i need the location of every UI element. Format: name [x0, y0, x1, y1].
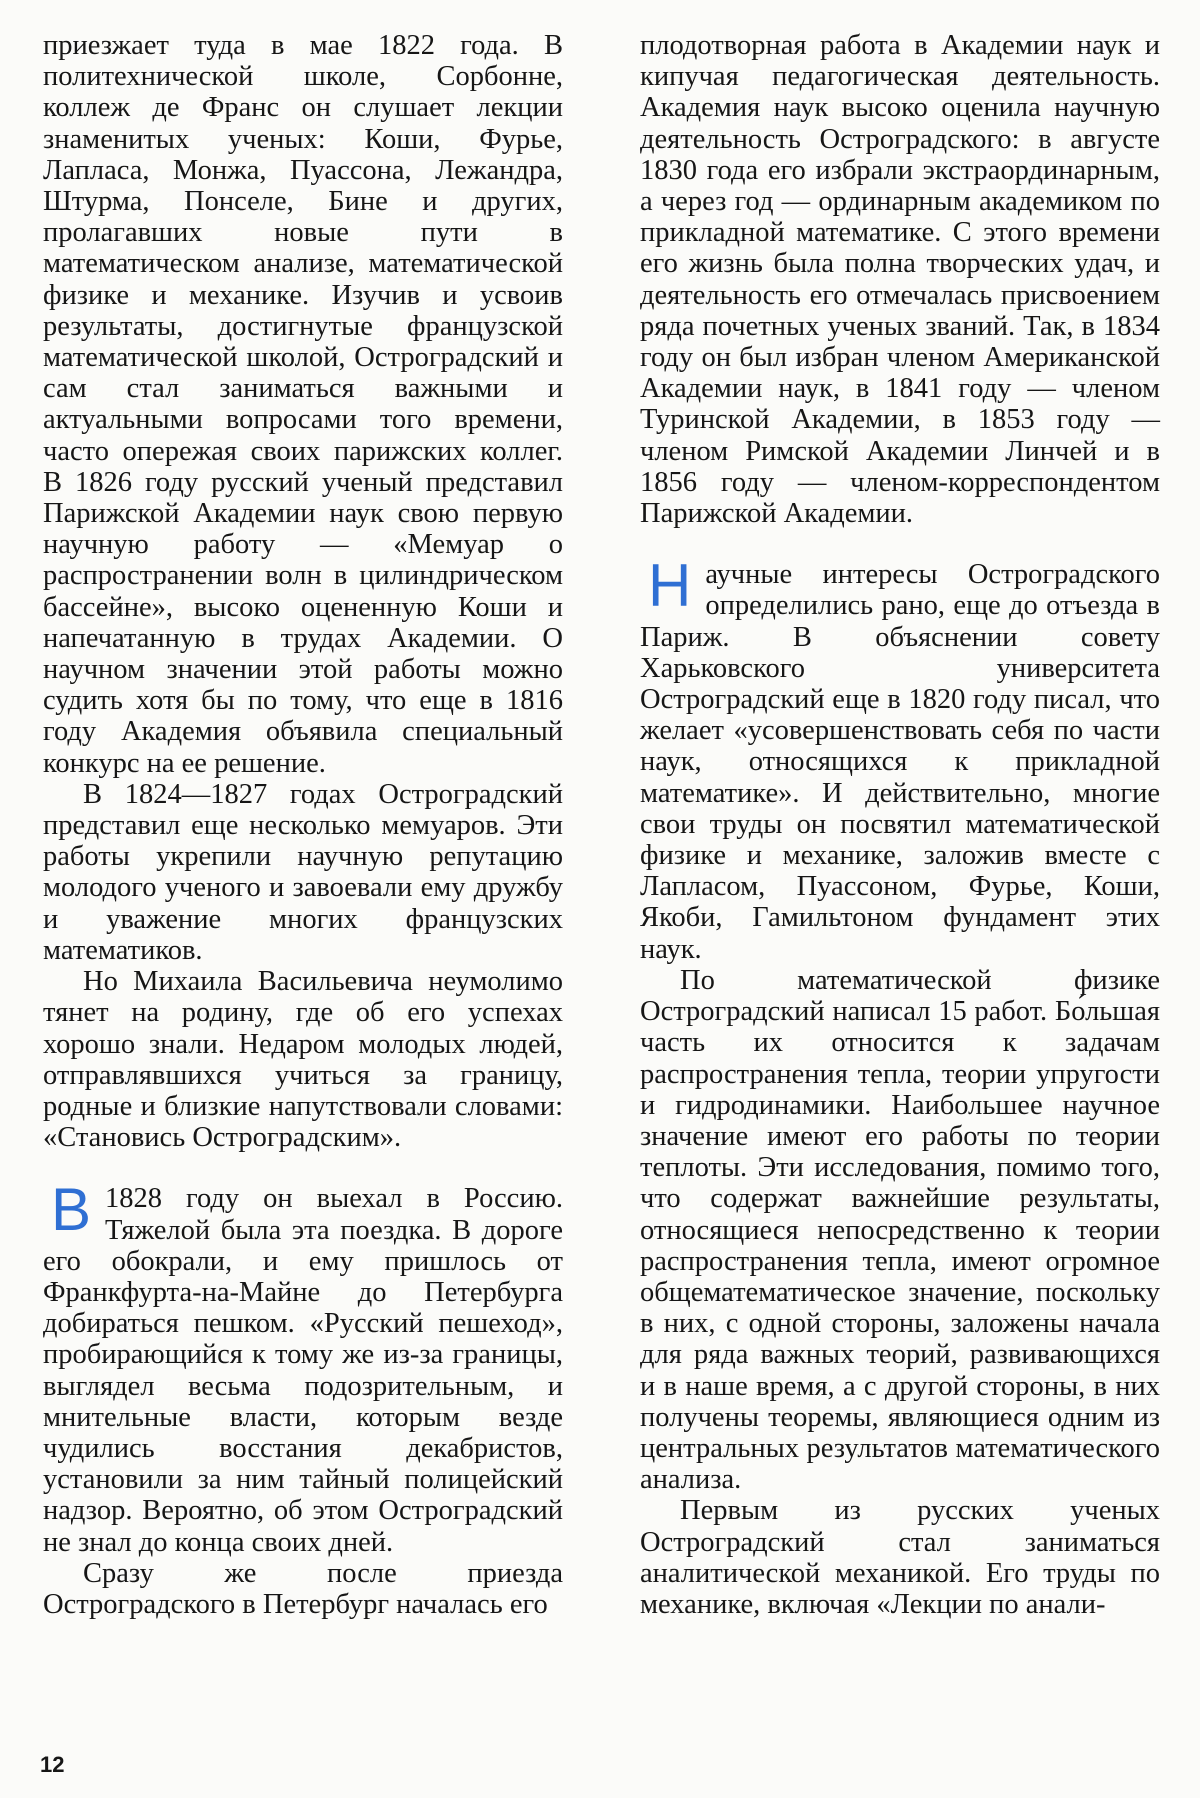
paragraph: плодотворная работа в Академии наук и кипучая педагогическая деятельность. Академия наук высоко оценила научную деятельность Остроградского: в августе 1830 года его избрали экстраординарным, а через год — ординарным академиком по прикладной математике. С этого времени его жизнь была полна творческих удач, и деятельность его отмечалась присвоением ряда почетных ученых званий. Так, в 1834 году он был избран членом Американской Академии наук, в 1841 году — членом Туринской Академии, в 1853 году — членом Римской Академии Линчей и в 1856 году — членом-корреспондентом Парижской Академии. [640, 30, 1160, 530]
section-paragraph [43, 1176, 563, 1558]
left-column [43, 30, 563, 1620]
paragraph-text: аучные интересы Остроградского определились рано, еще до отъезда в Париж. В объяснении совету Харьковского университета Остроградский еще в 1820 году писал, что желает «усовершенствовать себя по части наук, относящихся к прикладной математике». И действительно, многие свои труды он посвятил математической физике и механике, заложив вместе с Лапласом, Пуассоном, Фурье, Коши, Якоби, Гамильтоном фундамент этих наук. [640, 559, 1160, 965]
paragraph: Первым из русских ученых Остроградский стал заниматься аналитической механикой. Его труды по механике, включая «Лекции по анали- [640, 1495, 1160, 1620]
paragraph-text: 1828 году он выехал в Россию. Тяжелой была эта поездка. В дороге его обокрали, и ему пришлось от Франкфурта-на-Майне до Петербурга добираться пешком. «Русский пешеход», пробирающийся к тому же из-за границы, выглядел весьма подозрительным, и мнительные власти, которым везде чудились восстания декабристов, установили за ним тайный полицейский надзор. Вероятно, об этом Остроградский не знал до конца своих дней. [43, 1183, 563, 1558]
paragraph: В 1824—1827 годах Остроградский представил еще несколько мемуаров. Эти работы укрепили научную репутацию молодого ученого и завоевали ему дружбу и уважение многих французских математиков. [43, 778, 563, 966]
paragraph: Но Михаила Васильевича неумолимо тянет на родину, где об его успехах хорошо знали. Недаром молодых людей, отправлявшихся учиться за границу, родные и близкие напутствовали словами: «Становись Остроградским». [43, 966, 563, 1154]
page-number: 12 [40, 1752, 65, 1777]
paragraph: приезжает туда в мае 1822 года. В политехнической школе, Сорбонне, коллеж де Франс он слушает лекции знаменитых ученых: Коши, Фурье, Лапласа, Монжа, Пуассона, Лежандра, Штурма, Понселе, Бине и других, пролагавших новые пути в математическом анализе, математической физике и механике. Изучив и усвоив результаты, достигнутые французской математической школой, Остроградский и сам стал заниматься важными и актуальными вопросами того времени, часто опережая своих парижских коллег. В 1826 году русский ученый представил Парижской Академии наук свою первую научную работу — «Мемуар о распространении волн в цилиндрическом бассейне», высоко оцененную Коши и напечатанную в трудах Академии. О научном значении этой работы можно судить хотя бы по тому, что еще в 1816 году Академия объявила специальный конкурс на ее решение. [43, 30, 563, 779]
drop-cap: В [51, 1176, 92, 1244]
right-column [640, 30, 1160, 1620]
paragraph: По математической физике Остроградский написал 15 работ. Бо́льшая часть их относится к задачам распространения тепла, теории упругости и гидродинамики. Наибольшее научное значение имеют его работы по теории теплоты. Эти исследования, помимо того, что содержат важнейшие результаты, относящиеся непосредственно к теории распространения тепла, имеют огромное общематематическое значение, поскольку в них, с одной стороны, заложены начала для ряда важных теорий, развивающихся и в наше время, а с другой стороны, в них получены теоремы, являющиеся одним из центральных результатов математического анализа. [640, 964, 1160, 1496]
paragraph: Сразу же после приезда Остроградского в Петербург началась его [43, 1557, 563, 1620]
drop-cap: Н [648, 552, 692, 620]
section-paragraph [640, 552, 1160, 965]
